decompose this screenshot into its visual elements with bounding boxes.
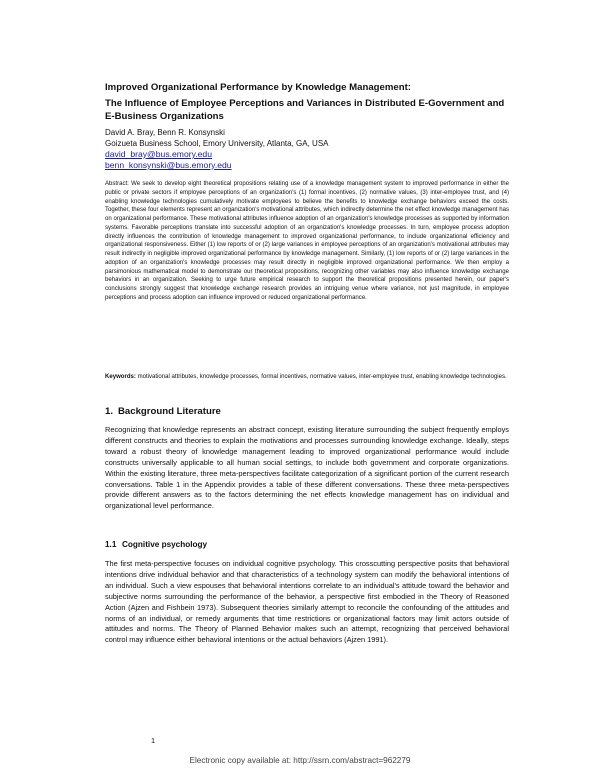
abstract: Abstract: We seek to develop eight theoretical propositions relating use of a knowledge management system to improved performance in either the public or private sectors if employee perceptions of an organization's (1) formal incentives, (2) normative values, (3) inter-employee trust, and (4) enabling knowledge technologies cumulatively motivate employees to believe the benefits to knowledge exchange behaviors exceed the costs. Together, these four elements represent an organization's motivational attributes, which indirectly determine the net effect knowledge management has on organizational performance. These motivational attributes influence adoption of an organization's knowledge processes as supported by information systems. Favorable perceptions translate into successful adoption of an organization's knowledge processes. In turn, employee process adoption directly influences the contribution of knowledge management to improved organizational performance, to include organizational efficiency and organizational responsiveness. Either (1) low reports of or (2) large variances in employee perceptions of an organization's motivational attributes may result indirectly in negligible improved organizational performance by knowledge management. Similarly, (1) low reports of or (2) large variances in the adoption of an organization's knowledge processes may result directly in negligible improved organizational performance. We then employ a parsimonious mathematical model to demonstrate our theoretical propositions, recognizing other variables may also influence knowledge exchange behaviors in an organization. Seeking to urge future empirical research to support the theoretical propositions presented herein, our paper's conclusions strongly suggest that knowledge exchange research provides an intriguing venue where variance, not just magnitude, in employee perceptions and process adoption can influence improved or reduced organizational performance. (105, 181, 509, 301)
subsection-number: 1.1 (105, 540, 117, 549)
page-number: 1 (151, 736, 156, 745)
email-link-1[interactable]: david_bray@bus.emory.edu (105, 149, 212, 159)
footer-ssrn-link[interactable]: Electronic copy available at: http://ssrn.com/abstract=962279 (189, 756, 411, 765)
keywords-text: motivational attributes, knowledge processes, formal incentives, normative values, inter-employee trust, enabling knowledge technologies. (135, 374, 507, 380)
paper-title-line2: The Influence of Employee Perceptions and Variances in Distributed E-Government and E-Business Organizations (105, 98, 505, 122)
keywords-label: Keywords: (105, 374, 136, 380)
section-heading-background-literature (105, 406, 221, 418)
cognitive-psychology-paragraph: The first meta-perspective focuses on individual cognitive psychology. This crosscutting perspective posits that behavioral intentions drive individual behavior and that characteristics of a technology system can modify the behavioral intentions of an individual. Such a view espouses that behavioral intentions correlate to an individual's attitude toward the behavior and subjective norms surrounding the performance of the behavior, a perspective first embodied in the Theory of Reasoned Action (Ajzen and Fishbein 1973). Subsequent theories similarly attempt to reconcile the confounding of the attitudes and norms of an individual, or remedy arguments that time restrictions or organizational factors may limit actors outside of attitudes and norms. The Theory of Planned Behavior makes such an attempt, recognizing that perceived behavioral control may influence either behavioral intentions or the actual behaviors (Ajzen 1991). (105, 559, 509, 645)
email-link-2[interactable]: benn_konsynski@bus.emory.edu (105, 160, 232, 170)
subsection-title: Cognitive psychology (122, 540, 208, 549)
section-number: 1. (105, 406, 114, 417)
keywords (105, 373, 509, 382)
paper-title-line1: Improved Organizational Performance by Knowledge Management: (105, 82, 411, 93)
subsection-heading-cognitive-psychology (105, 539, 207, 550)
background-paragraph: Recognizing that knowledge represents an abstract concept, existing literature surrounding the subject frequently employs different constructs and theories to explain the motivations and processes surrounding knowledge exchange. Ideally, steps toward a robust theory of knowledge management leading to improved organizational performance would include constructs universally applicable to all human social settings, to include both government and corporate organizations. Within the existing literature, three meta-perspectives facilitate categorization of a significant portion of the current research conversations. Table 1 in the Appendix provides a table of these different conversations. These three meta-perspectives provide different answers as to the factors determining the net effects knowledge management has on individual and organizational level performance. (105, 425, 509, 511)
authors: David A. Bray, Benn R. Konsynski (105, 128, 225, 137)
affiliation: Goizueta Business School, Emory University, Atlanta, GA, USA (105, 139, 329, 148)
section-title: Background Literature (118, 406, 221, 417)
